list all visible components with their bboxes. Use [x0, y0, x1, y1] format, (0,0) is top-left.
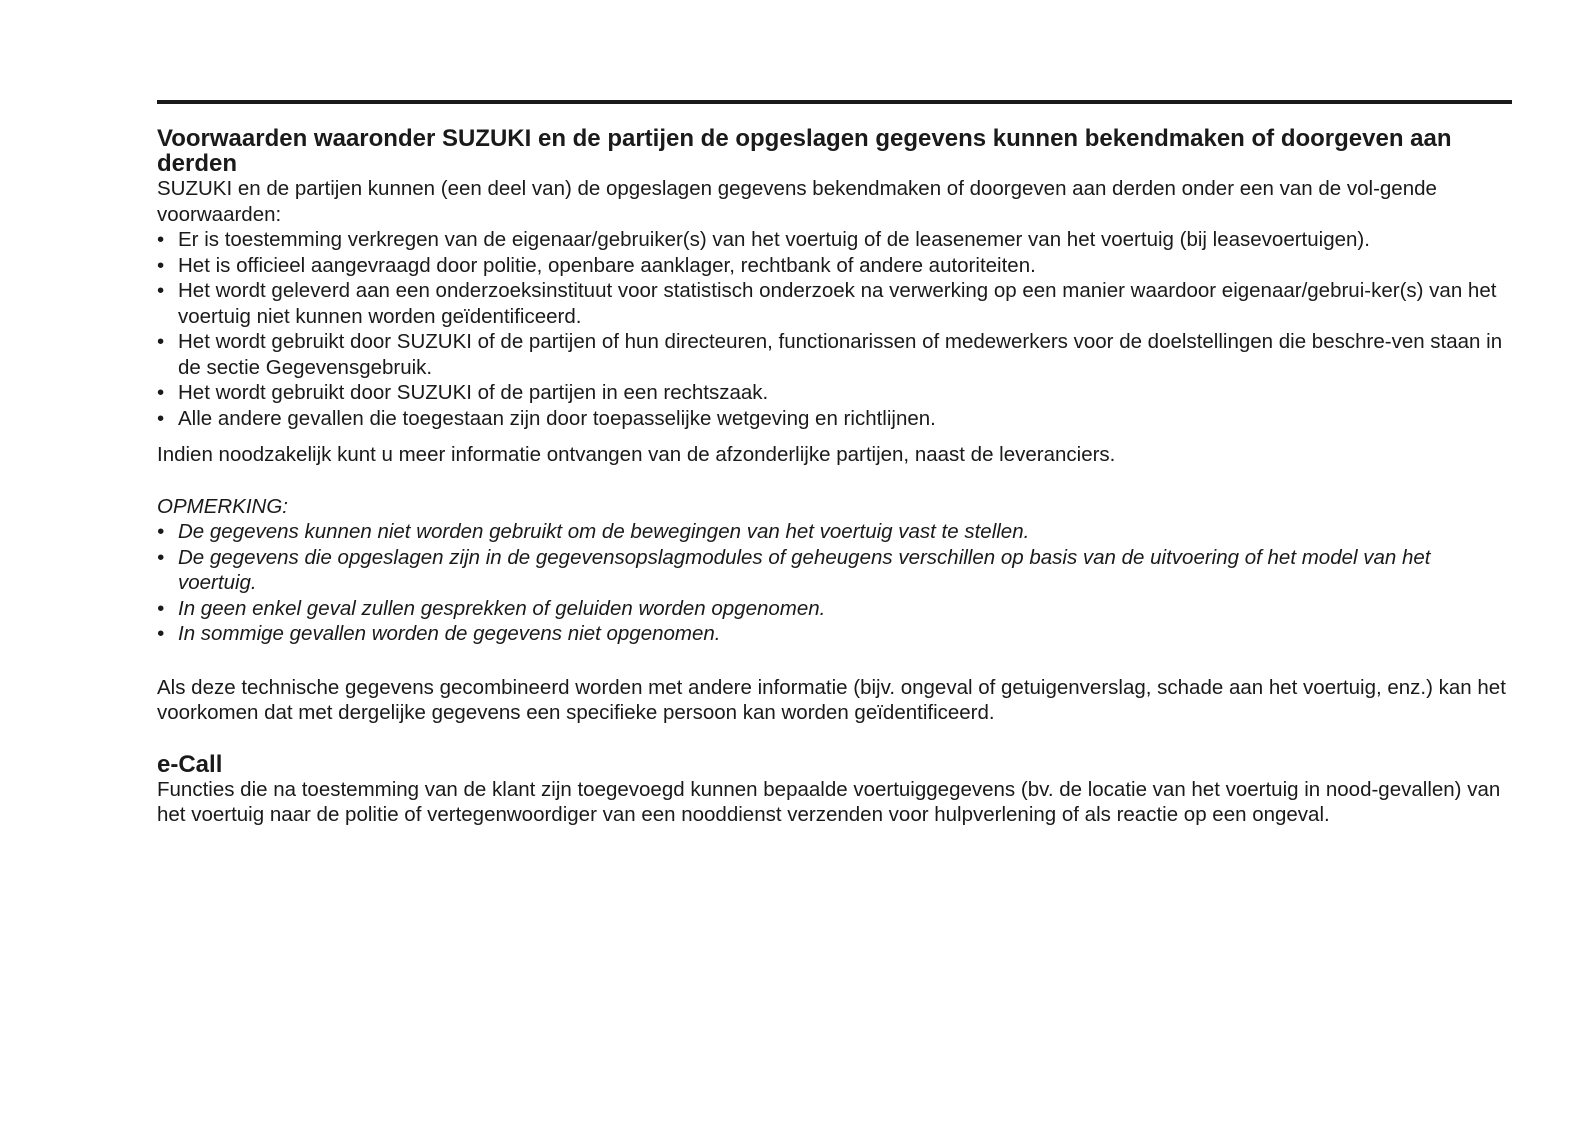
section-heading-ecall: e-Call [157, 750, 223, 778]
more-info-paragraph: Indien noodzakelijk kunt u meer informatie ontvangen van de afzonderlijke partijen, naast de leveranciers. [157, 443, 1116, 466]
note-label: OPMERKING: [157, 494, 288, 518]
section-heading-conditions: Voorwaarden waaronder SUZUKI en de partijen de opgeslagen gegevens kunnen bekendmaken of doorgeven aan derden [157, 125, 1452, 177]
bullet-icon: • [157, 520, 165, 543]
bullet-icon: • [157, 279, 165, 302]
bullet-icon: • [157, 330, 165, 353]
list-item: • Alle andere gevallen die toegestaan zijn door toepasselijke wetgeving en richtlijnen. [157, 406, 936, 430]
list-item: • Het wordt geleverd aan een onderzoeksinstituut voor statistisch onderzoek na verwerking op een manier waardoor eigenaar/gebrui-ker(s) van het voertuig niet kunnen worden geïdentificeerd. [157, 279, 1497, 328]
conditions-intro: SUZUKI en de partijen kunnen (een deel van) de opgeslagen gegevens bekendmaken of doorgeven aan derden onder een van de vol-gende voorwaarden: [157, 177, 1437, 226]
list-item: • Er is toestemming verkregen van de eigenaar/gebruiker(s) van het voertuig of de leasenemer van het voertuig (bij leasevoertuigen). [157, 228, 1370, 251]
list-item: • Het is officieel aangevraagd door politie, openbare aanklager, rechtbank of andere autoriteiten. [157, 253, 1036, 277]
conditions-list [157, 227, 1512, 431]
bullet-icon: • [157, 545, 165, 569]
combined-data-paragraph: Als deze technische gegevens gecombineerd worden met andere informatie (bijv. ongeval of getuigenverslag, schade aan het voertuig, enz.) kan het voorkomen dat met dergelijke gegevens een specifieke persoon kan worden geïdentificeerd. [157, 675, 1506, 724]
top-divider [157, 100, 1512, 104]
list-item: • Het wordt gebruikt door SUZUKI of de partijen of hun directeuren, functionarissen of medewerkers voor de doelstellingen die beschre-ven staan in de sectie Gegevensgebruik. [157, 330, 1503, 379]
list-item: • De gegevens die opgeslagen zijn in de gegevensopslagmodules of geheugens verschillen op basis van de uitvoering of het model van het voertuig. [157, 545, 1431, 594]
list-item: • Het wordt gebruikt door SUZUKI of de partijen in een rechtszaak. [157, 381, 769, 404]
bullet-icon: • [157, 228, 165, 251]
list-item: • In geen enkel geval zullen gesprekken of geluiden worden opgenomen. [157, 596, 826, 620]
list-item: • De gegevens kunnen niet worden gebruikt om de bewegingen van het voertuig vast te stellen. [157, 520, 1030, 543]
ecall-paragraph: Functies die na toestemming van de klant zijn toegevoegd kunnen bepaalde voertuiggegevens (bv. de locatie van het voertuig in nood-gevallen) van het voertuig naar de politie of vertegenwoordiger van een nooddienst verzenden voor hulpverlening of als reactie op een ongeval. [157, 777, 1501, 826]
bullet-icon: • [157, 253, 165, 277]
document-page [157, 100, 1512, 828]
bullet-icon: • [157, 406, 165, 430]
bullet-icon: • [157, 622, 165, 645]
note-list [157, 519, 1512, 647]
bullet-icon: • [157, 596, 165, 620]
list-item: • In sommige gevallen worden de gegevens niet opgenomen. [157, 622, 721, 645]
bullet-icon: • [157, 381, 165, 404]
